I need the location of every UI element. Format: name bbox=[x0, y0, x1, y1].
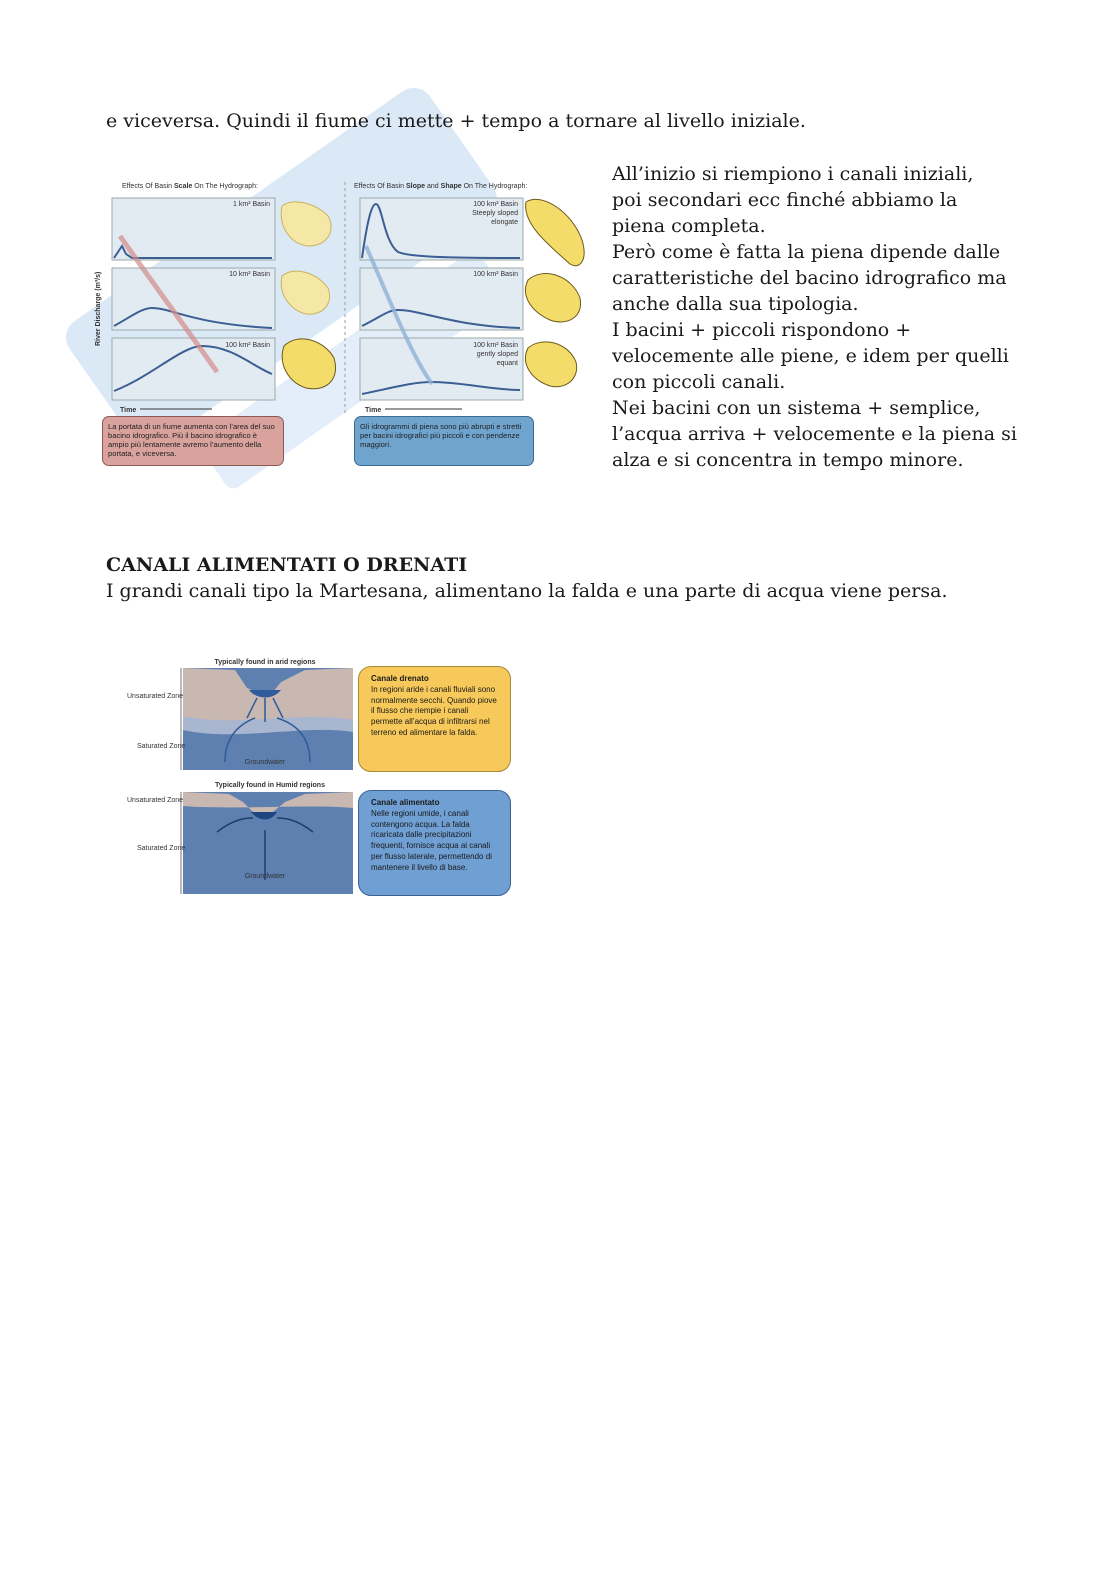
channel-figure bbox=[125, 652, 517, 900]
svg-text:1 km² Basin: 1 km² Basin bbox=[233, 201, 270, 208]
svg-text:100 km² Basin: 100 km² Basin bbox=[473, 271, 518, 278]
time-label-right: Time bbox=[365, 407, 382, 414]
caption-scale: La portata di un fiume aumenta con l’area del suo bacino idrografico. Più il bacino idrografico è ampio più lentamente avremo l’aumento della portata, e viceversa. bbox=[102, 416, 284, 466]
basin-shape-5 bbox=[525, 274, 580, 322]
humid-title: Typically found in Humid regions bbox=[215, 782, 325, 789]
alimentato-box bbox=[358, 790, 511, 896]
left-panel-2 bbox=[112, 268, 275, 330]
right-line: poi secondari ecc finché abbiamo la bbox=[612, 189, 958, 211]
humid-groundwater-label: Groundwater bbox=[244, 873, 286, 880]
canali-paragraph: I grandi canali tipo la Martesana, alimentano la falda e una parte di acqua viene persa. bbox=[106, 580, 948, 602]
svg-text:gently sloped: gently sloped bbox=[476, 351, 518, 358]
right-line: I bacini + piccoli rispondono + bbox=[612, 319, 912, 341]
svg-text:100 km² Basin: 100 km² Basin bbox=[225, 342, 270, 349]
right-line: velocemente alle piene, e idem per quelli bbox=[612, 345, 1009, 367]
left-figure-title: Effects Of Basin Scale On The Hydrograph: bbox=[122, 183, 258, 190]
svg-text:10 km² Basin: 10 km² Basin bbox=[229, 271, 270, 278]
humid-saturated-label: Saturated Zone bbox=[137, 845, 186, 852]
right-panel-3 bbox=[360, 338, 523, 400]
svg-text:100 km² Basin: 100 km² Basin bbox=[473, 342, 518, 349]
basin-shape-1 bbox=[281, 202, 331, 246]
svg-text:100 km² Basin: 100 km² Basin bbox=[473, 201, 518, 208]
right-panel-2 bbox=[360, 268, 523, 330]
right-column-text bbox=[612, 161, 1017, 473]
arid-groundwater-label: Groundwater bbox=[244, 759, 286, 766]
right-line: caratteristiche del bacino idrografico ma bbox=[612, 267, 1007, 289]
right-line: alza e si concentra in tempo minore. bbox=[612, 449, 964, 471]
right-line: Però come è fatta la piena dipende dalle bbox=[612, 241, 1001, 263]
right-line: con piccoli canali. bbox=[612, 371, 786, 393]
svg-text:elongate: elongate bbox=[491, 219, 518, 226]
arid-saturated-label: Saturated Zone bbox=[137, 743, 186, 750]
arid-cross-section bbox=[183, 668, 353, 770]
arid-title: Typically found in arid regions bbox=[214, 659, 316, 666]
drenato-box bbox=[358, 666, 511, 772]
alimentato-text: Nelle regioni umide, i canali contengono acqua. La falda ricaricata dalle precipitazioni frequenti, fornisce acqua ai canali per flusso laterale, permettendo di mantenere il livello di base. bbox=[371, 808, 492, 872]
right-line: All’inizio si riempiono i canali iniziali, bbox=[612, 163, 974, 185]
alimentato-title: Canale alimentato bbox=[371, 798, 440, 807]
hydrograph-figure bbox=[92, 176, 590, 470]
right-line: Nei bacini con un sistema + semplice, bbox=[612, 397, 981, 419]
right-line: l’acqua arriva + velocemente e la piena si bbox=[612, 423, 1017, 445]
humid-unsaturated-label: Unsaturated Zone bbox=[127, 797, 184, 804]
left-panel-1 bbox=[112, 198, 275, 260]
drenato-title: Canale drenato bbox=[371, 674, 429, 683]
svg-text:Steeply sloped: Steeply sloped bbox=[472, 210, 518, 217]
right-line: anche dalla sua tipologia. bbox=[612, 293, 859, 315]
basin-shape-4 bbox=[526, 199, 584, 265]
intro-paragraph: e viceversa. Quindi il fiume ci mette + tempo a tornare al livello iniziale. bbox=[106, 110, 806, 132]
y-axis-label: River Discharge (m³/s) bbox=[95, 271, 102, 346]
basin-shape-2 bbox=[281, 271, 329, 314]
left-panel-3 bbox=[112, 338, 275, 400]
basin-shape-6 bbox=[525, 342, 576, 387]
right-panel-1 bbox=[360, 198, 523, 260]
svg-text:equant: equant bbox=[496, 360, 518, 367]
basin-shape-3 bbox=[282, 339, 335, 389]
time-label-left: Time bbox=[120, 407, 137, 414]
caption-slope: Gli idrogrammi di piena sono più abrupti e stretti per bacini idrografici più piccoli e con pendenze maggiori. bbox=[354, 416, 534, 466]
drenato-text: In regioni aride i canali fluviali sono normalmente secchi. Quando piove il flusso che riempie i canali permette all’acqua di infiltrarsi nel terreno ed alimentare la falda. bbox=[371, 684, 497, 737]
right-figure-title: Effects Of Basin Slope and Shape On The Hydrograph: bbox=[354, 183, 528, 190]
arid-unsaturated-label: Unsaturated Zone bbox=[127, 693, 184, 700]
section-heading: CANALI ALIMENTATI O DRENATI bbox=[106, 554, 468, 576]
right-line: piena completa. bbox=[612, 215, 766, 237]
